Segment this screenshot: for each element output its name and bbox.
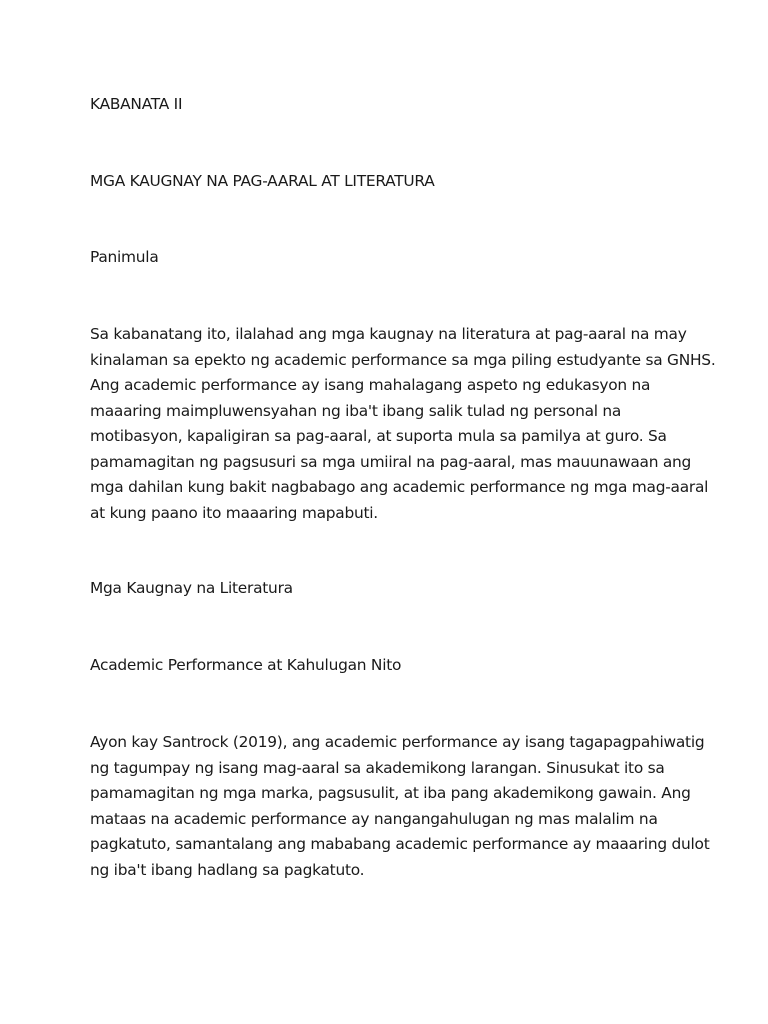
section-heading-literature: Mga Kaugnay na Literatura: [90, 579, 293, 597]
paragraph-line: ng tagumpay ng isang mag-aaral sa akademikong larangan. Sinusukat ito sa: [90, 758, 665, 777]
paragraph-line: pamamagitan ng mga marka, pagsusulit, at iba pang akademikong gawain. Ang: [90, 784, 691, 802]
subsection-paragraph: [90, 730, 710, 883]
paragraph-line: pagkatuto, samantalang ang mababang academic performance ay maaaring dulot: [90, 835, 710, 853]
paragraph-line: Ayon kay Santrock (2019), ang academic performance ay isang tagapagpahiwatig: [90, 733, 705, 751]
paragraph-line: mataas na academic performance ay nangangahulugan ng mas malalim na: [90, 809, 658, 828]
section-heading-intro: Panimula: [90, 248, 159, 266]
paragraph-line: maaaring maimpluwensyahan ng iba't ibang salik tulad ng personal na: [90, 401, 622, 420]
paragraph-line: ng iba't ibang hadlang sa pagkatuto.: [90, 860, 365, 879]
intro-paragraph: [90, 322, 716, 526]
paragraph-line: motibasyon, kapaligiran sa pag-aaral, at suporta mula sa pamilya at guro. Sa: [90, 427, 667, 445]
paragraph-line: Sa kabanatang ito, ilalahad ang mga kaugnay na literatura at pag-aaral na may: [90, 325, 687, 343]
paragraph-line: at kung paano ito maaaring mapabuti.: [90, 503, 378, 522]
chapter-label: KABANATA II: [90, 95, 183, 113]
paragraph-line: kinalaman sa epekto ng academic performance sa mga piling estudyante sa GNHS.: [90, 350, 716, 369]
subsection-title: Academic Performance at Kahulugan Nito: [90, 656, 402, 674]
paragraph-line: pamamagitan ng pagsusuri sa mga umiiral na pag-aaral, mas mauunawaan ang: [90, 452, 692, 471]
paragraph-line: mga dahilan kung bakit nagbabago ang academic performance ng mga mag-aaral: [90, 478, 709, 496]
chapter-title: MGA KAUGNAY NA PAG-AARAL AT LITERATURA: [90, 172, 435, 190]
paragraph-line: Ang academic performance ay isang mahalagang aspeto ng edukasyon na: [90, 376, 651, 394]
